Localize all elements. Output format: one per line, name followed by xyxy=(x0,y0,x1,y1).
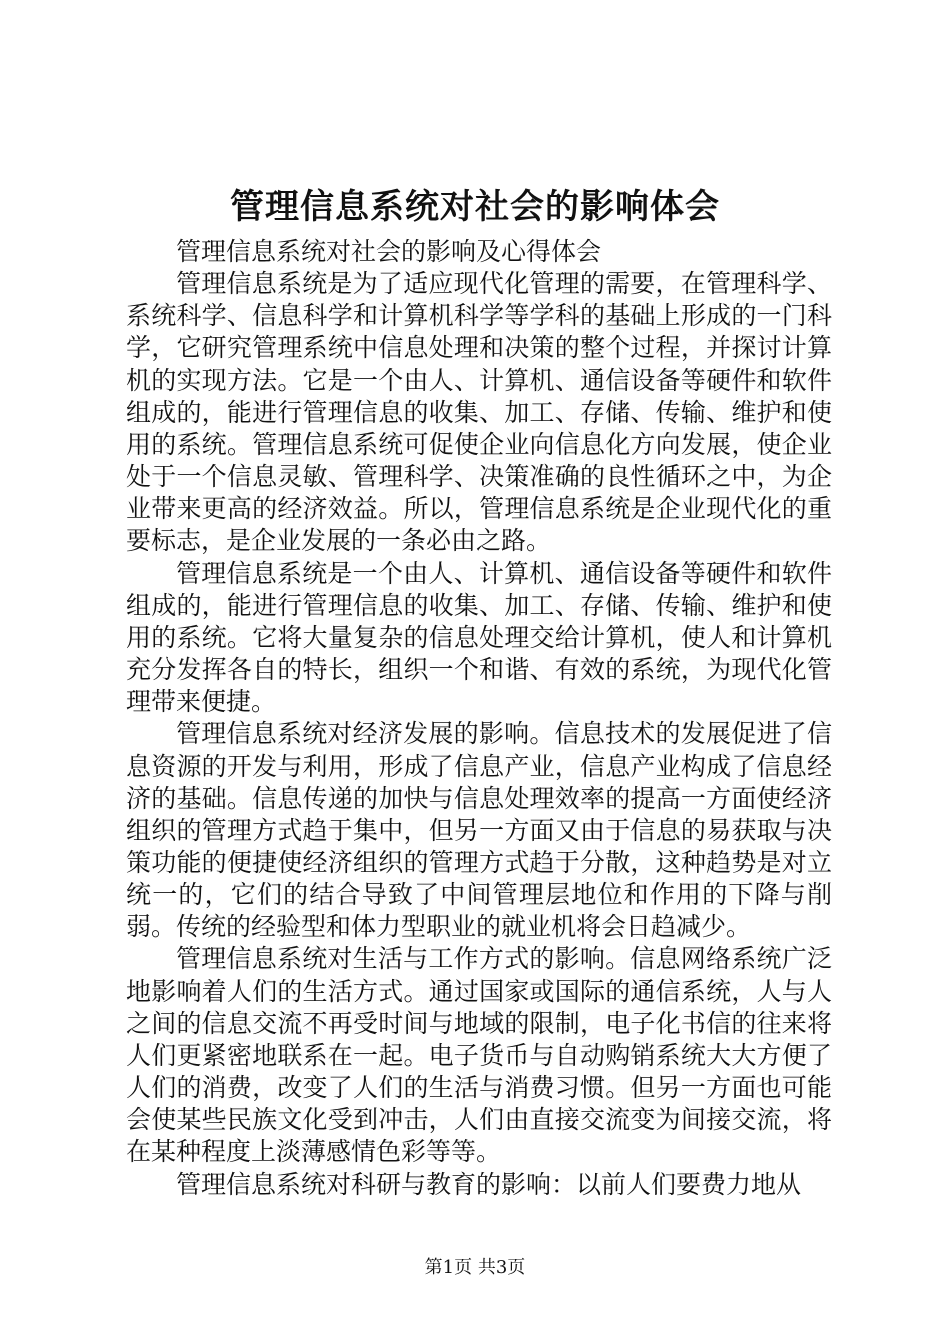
document-title: 管理信息系统对社会的影响体会 xyxy=(230,187,720,227)
body-paragraph: 管理信息系统对经济发展的影响。信息技术的发展促进了信息资源的开发与利用，形成了信息产业，信息产业构成了信息经济的基础。信息传递的加快与信息处理效率的提高一方面使经济组织的管理方式趋于集中，但另一方面又由于信息的易获取与决策功能的便捷使经济组织的管理方式趋于分散，这种趋势是对立统一的，它们的结合导致了中间管理层地位和作用的下降与削弱。传统的经验型和体力型职业的就业机将会日趋减少。 xyxy=(126,719,832,942)
body-paragraph: 管理信息系统是一个由人、计算机、通信设备等硬件和软件组成的，能进行管理信息的收集、加工、存储、传输、维护和使用的系统。它将大量复杂的信息处理交给计算机，使人和计算机充分发挥各自的特长，组织一个和谐、有效的系统，为现代化管理带来便捷。 xyxy=(126,558,832,717)
body-paragraph: 管理信息系统对生活与工作方式的影响。信息网络系统广泛地影响着人们的生活方式。通过国家或国际的通信系统，人与人之间的信息交流不再受时间与地域的限制，电子化书信的往来将人们更紧密地联系在一起。电子货币与自动购销系统大大方便了人们的消费，改变了人们的生活与消费习惯。但另一方面也可能会使某些民族文化受到冲击，人们由直接交流变为间接交流，将在某种程度上淡薄感情色彩等等。 xyxy=(126,944,832,1167)
body-paragraph: 管理信息系统对科研与教育的影响：以前人们要费力地从 xyxy=(176,1169,802,1199)
subtitle-paragraph: 管理信息系统对社会的影响及心得体会 xyxy=(176,237,602,266)
body-paragraph: 管理信息系统是为了适应现代化管理的需要，在管理科学、系统科学、信息科学和计算机科学等学科的基础上形成的一门科学，它研究管理系统中信息处理和决策的整个过程，并探讨计算机的实现方法。它是一个由人、计算机、通信设备等硬件和软件组成的，能进行管理信息的收集、加工、存储、传输、维护和使用的系统。管理信息系统可促使企业向信息化方向发展，使企业处于一个信息灵敏、管理科学、决策准确的良性循环之中，为企业带来更高的经济效益。所以，管理信息系统是企业现代化的重要标志，是企业发展的一条必由之路。 xyxy=(126,269,832,556)
page-number-footer: 第1页 共3页 xyxy=(424,1257,526,1278)
document-body xyxy=(126,236,832,1201)
